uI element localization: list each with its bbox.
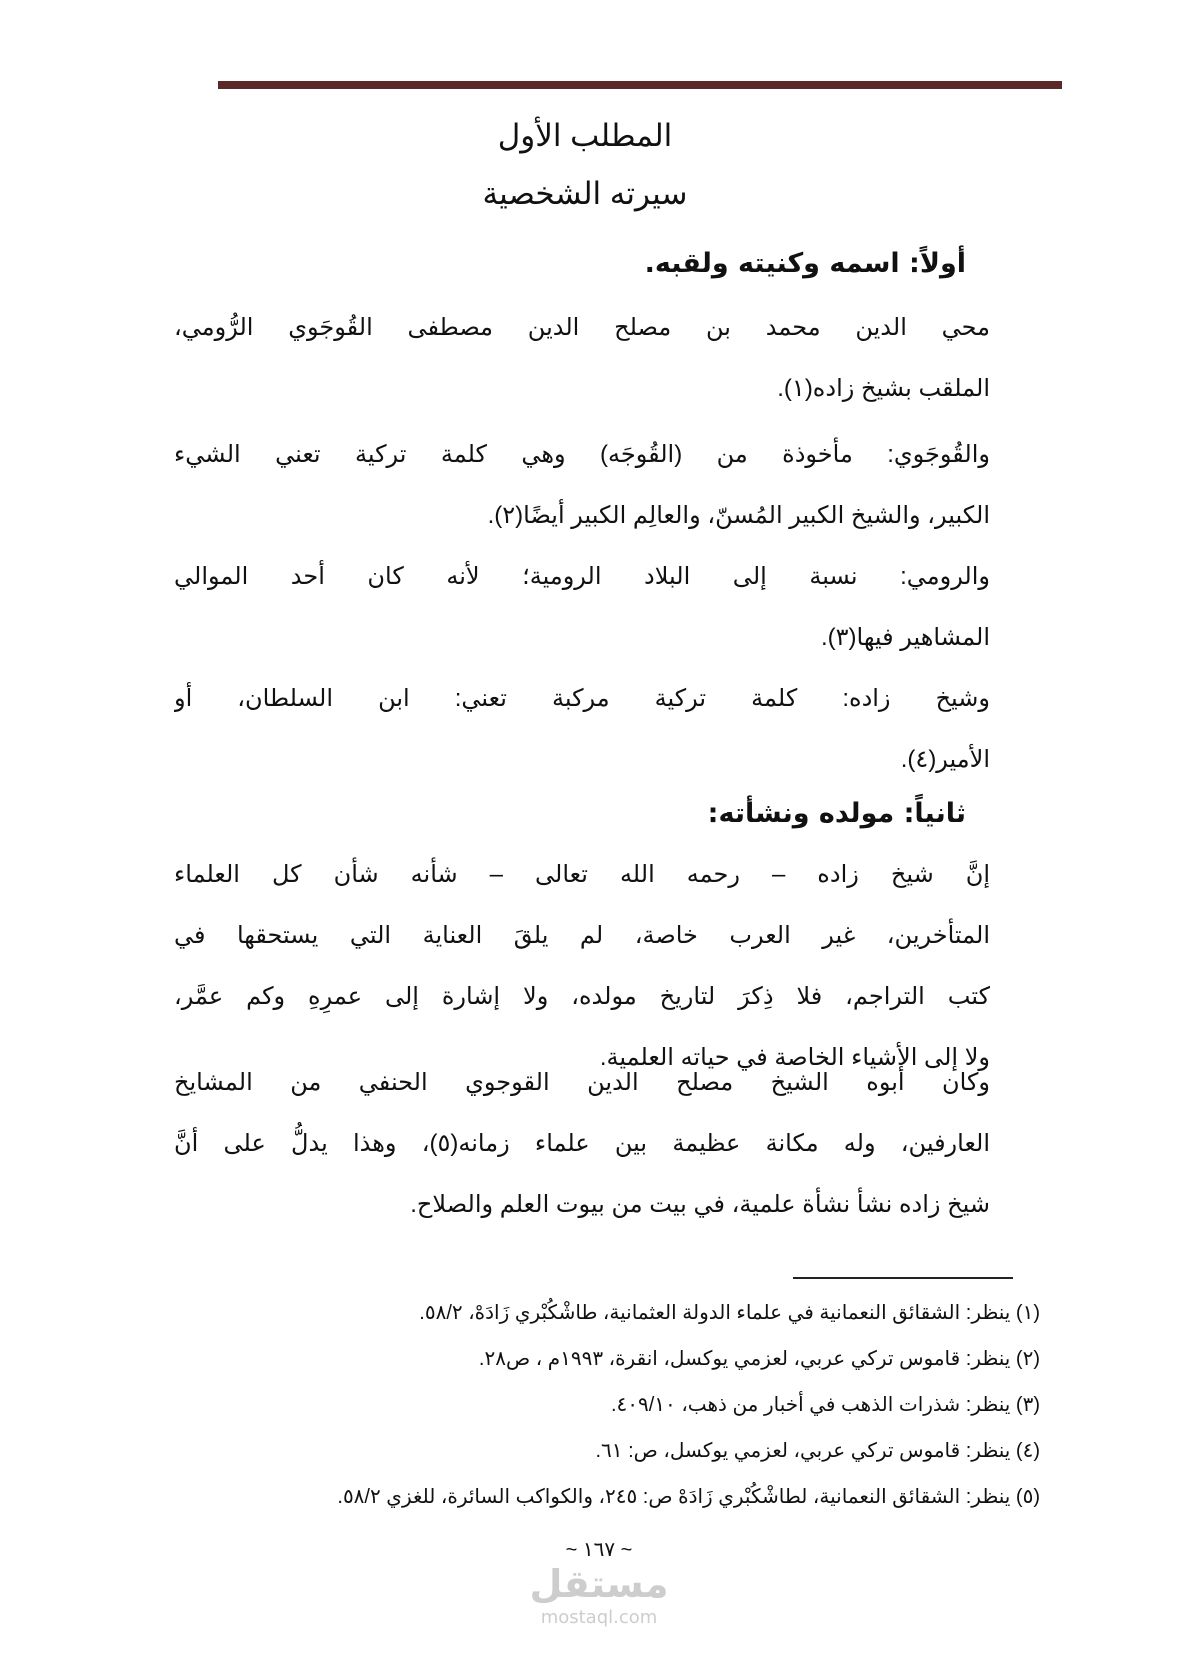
footnote: (٣) ينظر: شذرات الذهب في أخبار من ذهب، ٤٠٩/١٠. <box>610 1394 1040 1416</box>
paragraph-rumi <box>174 546 990 668</box>
text-line: الأمير(٤). <box>900 746 990 773</box>
footnote: (١) ينظر: الشقائق النعمانية في علماء الدولة العثمانية، طاشْكُبْري زَادَهْ، ٥٨/٢. <box>419 1302 1040 1324</box>
text-line: كتب التراجم، فلا ذِكرَ لتاريخ مولده، ولا إشارة إلى عمرِهِ وكم عمَّر، <box>174 983 990 1010</box>
chapter-title: المطلب الأول <box>497 118 673 153</box>
text-line: إنَّ شيخ زاده – رحمه الله تعالى – شأنه شأن كل العلماء <box>174 861 990 888</box>
text-line: ولا إلى الأشياء الخاصة في حياته العلمية. <box>599 1044 990 1071</box>
text-line: الكبير، والشيخ الكبير المُسنّ، والعالِم الكبير أيضًا(٢). <box>487 502 990 529</box>
page-number: ~ ١٦٧ ~ <box>565 1539 633 1561</box>
paragraph-qujawi <box>174 424 990 546</box>
text-line: المشاهير فيها(٣). <box>820 624 990 651</box>
text-line: وكان أبوه الشيخ مصلح الدين القوجوي الحنفي من المشايخ <box>174 1069 990 1096</box>
footnote: (٢) ينظر: قاموس تركي عربي، لعزمي يوكسل، انقرة، ١٩٩٣م ، ص٢٨. <box>478 1348 1040 1370</box>
text-line: العارفين، وله مكانة عظيمة بين علماء زمانه(٥)، وهذا يدلُّ على أنَّ <box>174 1130 990 1157</box>
footnote: (٥) ينظر: الشقائق النعمانية، لطاشْكُبْري زَادَهْ ص: ٢٤٥، والكواكب السائرة، للغزي ٥٨/٢. <box>337 1486 1040 1508</box>
top-divider <box>218 81 1062 89</box>
text-line: محي الدين محمد بن مصلح الدين مصطفى القُوجَوي الرُّومي، <box>174 314 990 341</box>
watermark-latin: mostaql.com <box>540 1607 658 1628</box>
text-line: الملقب بشيخ زاده(١). <box>777 375 990 402</box>
text-line: شيخ زاده نشأ نشأة علمية، في بيت من بيوت العلم والصلاح. <box>410 1191 990 1218</box>
text-line: والرومي: نسبة إلى البلاد الرومية؛ لأنه كان أحد الموالي <box>174 563 990 590</box>
text-line: والقُوجَوي: مأخوذة من (القُوجَه) وهي كلمة تركية تعني الشيء <box>174 441 990 468</box>
text-line: وشيخ زاده: كلمة تركية مركبة تعني: ابن السلطان، أو <box>174 685 990 712</box>
footnote-divider <box>793 1277 1013 1279</box>
section-title-name: أولاً: اسمه وكنيته ولقبه. <box>644 248 966 279</box>
watermark-logo <box>0 1560 1198 1628</box>
watermark-arabic: مستقل <box>529 1562 669 1606</box>
text-line: المتأخرين، غير العرب خاصة، لم يلقَ العناية التي يستحقها في <box>174 922 990 949</box>
section-title-birth: ثانياً: مولده ونشأته: <box>707 798 966 829</box>
footnote: (٤) ينظر: قاموس تركي عربي، لعزمي يوكسل، ص: ٦١. <box>595 1440 1040 1462</box>
paragraph-name <box>174 297 990 419</box>
paragraph-father <box>174 1052 990 1235</box>
paragraph-shaykh-zadeh <box>174 668 990 790</box>
chapter-subtitle: سيرته الشخصية <box>482 176 688 211</box>
footnotes <box>200 1290 1040 1520</box>
